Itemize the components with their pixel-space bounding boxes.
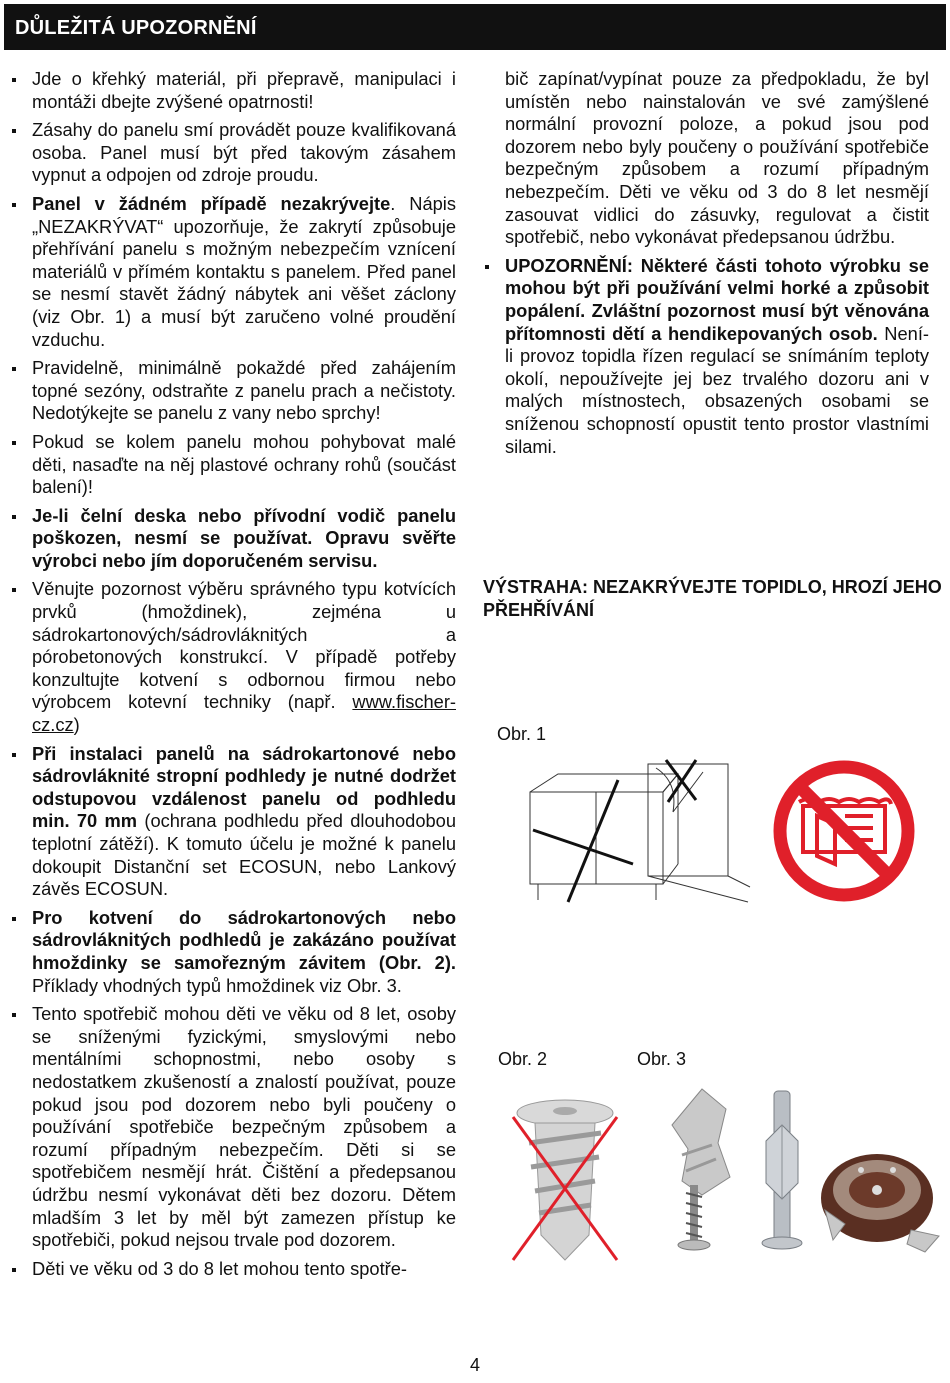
self-drilling-anchor-illustration — [505, 1095, 625, 1265]
list-item: Pro kotvení do sádrokartonových nebo sádrovláknitých podhledů je zakázáno používat hmoždinky se samořezným závitem (Obr. 2). Příklady vhodných typů hmoždinek viz Obr. 3. — [10, 907, 456, 997]
list-item: Věnujte pozornost výběru správného typu kotvících prvků (hmoždinek), zejména u sádrokartonových/sádrovláknitých a pórobetonových konstrukcí. V případě potřeby konzultujte kotvení s odbornou firmou nebo výrobcem kotevní techniky (např. www.fischer-cz.cz) — [10, 578, 456, 736]
figure-3-caption: Obr. 3 — [637, 1049, 687, 1069]
fischer-link[interactable]: www.fischer-cz.cz — [32, 691, 456, 736]
list-item: Pokud se kolem panelu mohou pohybovat malé děti, nasaďte na něj plastové ochrany rohů (součást balení)! — [10, 431, 456, 499]
list-item-continued: bič zapínat/vypínat pouze za předpokladu, že byl umístěn nebo nainstalován ve své zamýšlené normální provozní poloze, a pokud jsou pod dozorem nebo byly poučeny o používání spotřebiče bezpečným způsobem a rozumí případným nebezpečím. Děti ve věku od 3 do 8 let nesmějí zasouvat vidlici do zásuvky, regulovat a čistit spotřebič, nebo vykonávat předepsanou údržbu. — [505, 68, 929, 248]
header-bar — [4, 4, 946, 50]
right-column — [483, 68, 929, 464]
furniture-in-front-of-panel-illustration — [528, 752, 752, 904]
left-column — [10, 68, 456, 1286]
do-not-cover-icon — [765, 756, 923, 906]
metal-cavity-anchor-illustration — [752, 1085, 812, 1255]
list-item: Děti ve věku od 3 do 8 let mohou tento spotře- — [10, 1258, 456, 1281]
list-item: Při instalaci panelů na sádrokartonové nebo sádrovláknité stropní podhledy je nutné dodržet odstupovou vzdálenost panelu od podhledu min. 70 mm (ochrana podhledu před dlouhodobou teplotní zátěží). K tomuto účelu je možné k panelu dokoupit Distanční set ECOSUN, nebo Lankový závěs ECOSUN. — [10, 743, 456, 901]
figure-2-caption: Obr. 2 — [498, 1049, 548, 1069]
plastic-anchor-with-screw-illustration — [652, 1085, 742, 1253]
page-number: 4 — [469, 1355, 480, 1375]
list-item: Panel v žádném případě nezakrývejte. Nápis „NEZAKRÝVAT“ upozorňuje, že zakrytí způsobuje přehřívání panelu s možným nebezpečím vznícení materiálů v přímém kontaktu s panelem. Před panel se nesmí stavět žádný nábytek ani věšet záclony (viz Obr. 1) a musí být zaručeno volné proudění vzduchu. — [10, 193, 456, 351]
spring-toggle-anchor-illustration — [815, 1140, 945, 1260]
list-item: Zásahy do panelu smí provádět pouze kvalifikovaná osoba. Panel musí být před takovým zásahem vypnut a odpojen od zdroje proudu. — [10, 119, 456, 187]
list-item: Tento spotřebič mohou děti ve věku od 8 let, osoby se sníženými fyzickými, smyslovými nebo mentálními schopnostmi, nebo osoby s nedostatkem zkušeností a znalostí používat, pouze pokud jsou pod dozorem nebo byli poučeny o používání spotřebiče bezpečným způsobem a rozumí případným nebezpečím. Děti si se spotřebičem nesmějí hrát. Čištění a předepsanou údržbu nesmí vykonávat děti bez dozoru. Dětem mladším 3 let by měl být zamezen přístup ke spotřebiči, pokud nejsou trvale pod dozorem. — [10, 1003, 456, 1252]
list-item: Pravidelně, minimálně pokaždé před zahájením topné sezóny, odstraňte z panelu prach a nečistoty. Nedotýkejte se panelu z vany nebo sprchy! — [10, 357, 456, 425]
warning-heading: VÝSTRAHA: NEZAKRÝVEJTE TOPIDLO, HROZÍ JEHO PŘEHŘÍVÁNÍ — [483, 577, 942, 620]
list-item: UPOZORNĚNÍ: Některé části tohoto výrobku se mohou být při používání velmi horké a způsobit popálení. Zvláštní pozornost musí být věnována přítomnosti dětí a hendikepovaných osob. Není-li provoz topidla řízen regulací se snímáním teploty okolí, nepoužívejte jej bez trvalého dozoru ani v malých místnostech, obsazených osobami se sníženou schopností opustit tento prostor vlastními silami. — [483, 255, 929, 458]
figure-1-caption: Obr. 1 — [497, 724, 547, 744]
list-item: Jde o křehký materiál, při přepravě, manipulaci i montáži dbejte zvýšené opatrnosti! — [10, 68, 456, 113]
list-item: Je-li čelní deska nebo přívodní vodič panelu poškozen, nesmí se používat. Opravu svěřte výrobci nebo jím doporučeném servisu. — [10, 505, 456, 573]
header-title: DŮLEŽITÁ UPOZORNĚNÍ — [15, 17, 257, 39]
